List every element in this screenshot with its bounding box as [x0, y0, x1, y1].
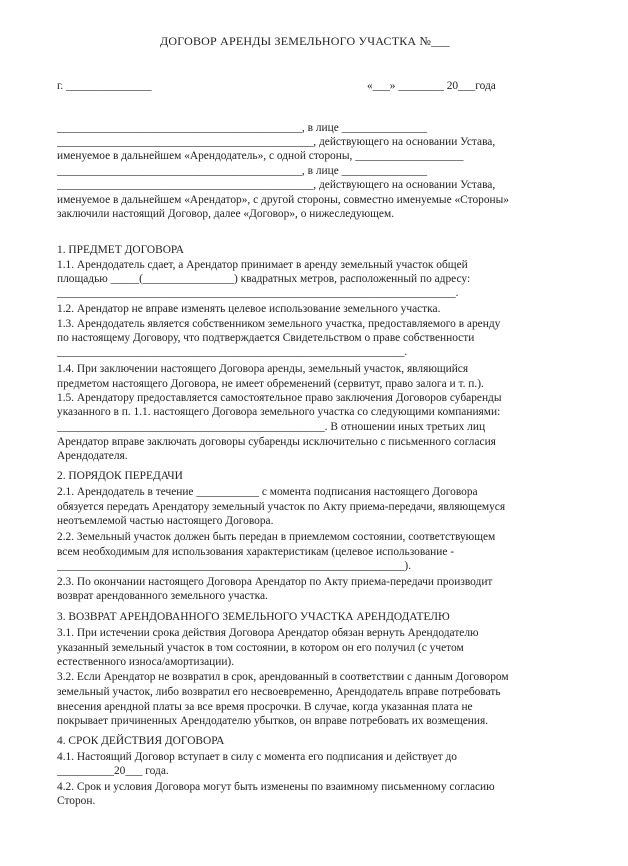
- preamble-line: _____________________________________________, действующего на основании Устава,: [57, 179, 496, 191]
- section-line: возврат арендованного земельного участка.: [57, 590, 268, 602]
- date-field: «___» ________ 20___года: [367, 80, 496, 92]
- section-line: 4.2. Срок и условия Договора могут быть изменены по взаимному письменному согласию: [57, 781, 495, 793]
- section-line: 3.1. При истечении срока действия Договора Арендатор обязан вернуть Арендодателю: [57, 627, 479, 639]
- section-line: внесения арендной платы за все время просрочки. В случае, когда указанная плата не: [57, 701, 473, 713]
- section-line: 1.2. Арендатор не вправе изменять целевое использование земельного участка.: [57, 303, 441, 315]
- section-line: естественного износа/амортизации).: [57, 656, 235, 668]
- section-line: 2.2. Земельный участок должен быть передан в приемлемом состоянии, соответствующем: [57, 531, 496, 543]
- section-line: обязуется передать Арендатору земельный участок по Акту приема-передачи, являющемуся: [57, 501, 506, 513]
- section-line: __________20___ года.: [57, 765, 169, 777]
- section-line: 4.1. Настоящий Договор вступает в силу с момента его подписания и действует до: [57, 751, 458, 763]
- section-line: указанный земельный участок в том состоянии, в котором он его получил (с учетом: [57, 642, 464, 654]
- section-line: 1.5. Арендатору предоставляется самостоятельное право заключения Договоров субаренды: [57, 392, 502, 404]
- city-field: г. _______________: [57, 80, 152, 92]
- section-heading: 2. ПОРЯДОК ПЕРЕДАЧИ: [57, 470, 183, 482]
- section-line: Арендатор вправе заключать договоры субаренды исключительно с письменного согласия: [57, 436, 496, 448]
- section-line: _____________________________________________________________).: [57, 560, 412, 572]
- section-line: по настоящему Договору, что подтверждается Свидетельством о праве собственности: [57, 332, 475, 344]
- section-heading: 4. СРОК ДЕЙСТВИЯ ДОГОВОРА: [57, 735, 225, 747]
- section-line: предметом настоящего Договора, не имеет обременений (сервитут, право залога и т. п.).: [57, 378, 484, 390]
- preamble-line: _____________________________________________, действующего на основании Устава,: [57, 136, 496, 148]
- section-heading: 1. ПРЕДМЕТ ДОГОВОРА: [57, 244, 185, 256]
- section-line: 1.1. Арендодатель сдает, а Арендатор принимает в аренду земельный участок общей: [57, 259, 468, 271]
- section-line: _______________________________________________. В отношении иных третьих лиц: [57, 421, 486, 433]
- preamble-line: ___________________________________________, в лице _______________: [57, 165, 428, 177]
- section-line: Арендодателя.: [57, 450, 128, 462]
- section-line: всем необходимым для использования характеристикам (целевое использование -: [57, 546, 455, 558]
- section-line: 3.2. Если Арендатор не возвратил в срок, арендованный в соответствии с данным Договором: [57, 671, 509, 683]
- section-line: 1.4. При заключении настоящего Договора аренды, земельный участок, являющийся: [57, 363, 469, 375]
- section-line: земельный участок, либо возвратил его несвоевременно, Арендодатель вправе потребовать: [57, 686, 501, 698]
- section-line: 2.1. Арендодатель в течение ___________ с момента подписания настоящего Договора: [57, 486, 478, 498]
- section-line: _____________________________________________________________.: [57, 346, 408, 358]
- preamble-line: именуемое в дальнейшем «Арендодатель», с одной стороны, ___________________: [57, 150, 464, 162]
- section-heading: 3. ВОЗВРАТ АРЕНДОВАННОГО ЗЕМЕЛЬНОГО УЧАСТКА АРЕНДОДАТЕЛЮ: [57, 611, 450, 623]
- section-line: ______________________________________________________________________.: [57, 287, 459, 299]
- section-line: 2.3. По окончании настоящего Договора Арендатор по Акту приема-передачи производит: [57, 576, 493, 588]
- section-line: покрывает причиненных Арендодателю убытков, он вправе потребовать их возмещения.: [57, 715, 489, 727]
- section-line: 1.3. Арендодатель является собственником земельного участка, предоставляемого в аренду: [57, 318, 501, 330]
- section-line: площадью _____(________________) квадратных метров, расположенный по адресу:: [57, 273, 471, 285]
- section-line: неотъемлемой частью настоящего Договора.: [57, 515, 274, 527]
- preamble-line: ___________________________________________, в лице _______________: [57, 122, 428, 134]
- preamble-line: именуемое в дальнейшем «Арендатор», с другой стороны, совместно именуемые «Стороны»: [57, 194, 509, 206]
- document-title: ДОГОВОР АРЕНДЫ ЗЕМЕЛЬНОГО УЧАСТКА №___: [160, 34, 450, 48]
- section-line: Сторон.: [57, 795, 96, 807]
- preamble-line: заключили настоящий Договор, далее «Договор», о нижеследующем.: [57, 208, 395, 220]
- section-line: указанного в п. 1.1. настоящего Договора земельного участка со следующими компаниями:: [57, 406, 501, 418]
